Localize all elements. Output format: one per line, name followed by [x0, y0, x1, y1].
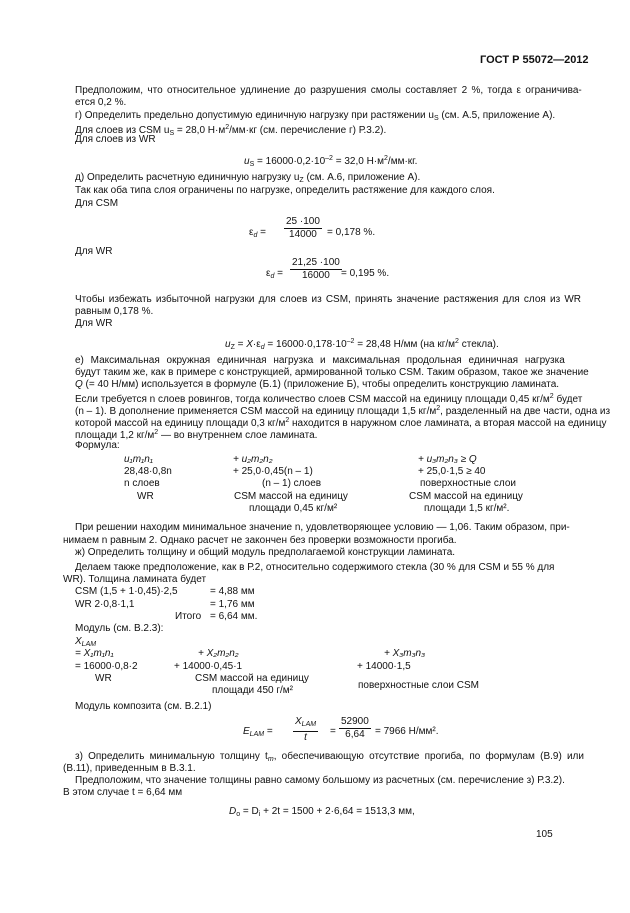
elam-x-sym: X — [295, 716, 302, 727]
ftable-r1-c2: + u₂m₂n₂ — [233, 454, 273, 465]
us-tail: /мм·кг. — [387, 156, 418, 167]
wr-label-2: Для WR — [75, 246, 113, 257]
ftable-r5-c3: площади 1,5 кг/м². — [424, 503, 510, 514]
ftable-r3-c3: поверхностные слои — [420, 478, 516, 489]
thick-r1-value: = 4,88 мм — [210, 586, 255, 597]
ftable-r2-c2: + 25,0·0,45(n – 1) — [233, 466, 313, 477]
csm-line-sub: S — [169, 130, 175, 137]
elam-fraction-numeric — [339, 716, 371, 741]
step-z-b: , обеспечивающую отсутствие прогиба, по формулам (В.9) или — [273, 751, 584, 762]
layers-line-2-b: , разделенный на две части, одна из — [440, 406, 611, 417]
elam-fraction-symbolic-denominator: t — [304, 732, 307, 743]
elam-sub: LAM — [249, 731, 265, 738]
uz-formula: $u_Z = X\cdot\varepsilon_d = 16000\cdot 0,178\cdot 10^{-2} = 28,48$ Н/мм (на $кг/м^2$ стекла). — [225, 338, 499, 351]
fraction-wr-denominator: 16000 — [302, 270, 330, 281]
us-exp: –2 — [325, 155, 333, 162]
mtable-r1-c2: + X₂m₂n₂ — [198, 648, 239, 659]
csm-line-c: /мм·кг (см. перечисление г) Р.3.2). — [229, 125, 387, 136]
fraction-wr-numerator: 21,25 ·100 — [292, 257, 340, 268]
wr-label-1: Для слоев из WR — [75, 134, 156, 145]
fraction-csm — [284, 216, 322, 241]
step-d-sub: Z — [299, 177, 304, 184]
mtable-r2-c2: + 14000·0,45·1 — [174, 661, 243, 672]
step-e-line-3-text: (= 40 Н/мм) используется в формуле (Б.1) (приложение Б), чтобы определить конструкцию ламината. — [82, 379, 560, 390]
fraction-wr — [290, 257, 342, 282]
paragraph-text: Предположим, что относительное удлинение до разрушения смолы составляет 2 %, тогда ε ограничива- — [75, 85, 582, 96]
ftable-r2-c1: 28,48·0,8n — [124, 466, 172, 477]
q-symbol: Q — [75, 379, 83, 390]
paragraph-elongation-cont: ется 0,2 %. — [75, 97, 127, 108]
step-e-line-1: е) Максимальная окружная единичная нагрузка и максимальная продольная единичная нагрузка — [75, 355, 565, 366]
solution-line-1: При решении находим минимальное значение n, удовлетворяющее условию — 1,06. Таким образом, при- — [75, 522, 570, 533]
elam-fraction-numeric-denominator: 6,64 — [345, 729, 365, 740]
mtable-r3-c1: WR — [95, 673, 112, 684]
solution-line-2: нимаем n равным 2. Однако расчет не закончен без проверки возможности прогиба. — [63, 535, 457, 546]
layers-line-2-a: (n – 1). В дополнение применяется CSM массой на единицу площади 1,5 кг/м — [75, 406, 437, 417]
wr-label-3: Для WR — [75, 318, 113, 329]
layers-line-1-a: Если требуется n слоев ровингов, тогда количество слоев CSM массой на единицу площади 0,45 кг/м — [75, 394, 550, 405]
elam-x-sub: LAM — [301, 721, 317, 728]
paragraph-elongation — [75, 85, 582, 97]
ftable-r3-c1: n слоев — [124, 478, 160, 489]
mtable-r4-c2: площади 450 г/м² — [212, 685, 294, 696]
elam-result: = 7966 Н/мм². — [375, 726, 439, 737]
assume-line-1: Делаем также предположение, как в Р.2, относительно содержимого стекла (30 % для CSM и 55 % для — [75, 562, 555, 573]
step-zh: ж) Определить толщину и общий модуль предполагаемой конструкции ламината. — [75, 547, 456, 558]
modulus-label: Модуль (см. В.2.3): — [75, 623, 164, 634]
step-z-line-2: (В.11), приведенным в В.3.1. — [63, 763, 196, 774]
mtable-r1-c3: + X₃m₃n₃ — [384, 648, 426, 659]
mtable-r2-c1: = 16000·0,8·2 — [75, 661, 138, 672]
do-formula: $D_o = D_i + 2t = 1500 + 2\cdot 6,64 = 1513,3$ мм, — [229, 806, 415, 818]
thick-r3-value: = 6,64 мм. — [210, 611, 258, 622]
ftable-r4-c2: CSM массой на единицу — [234, 491, 348, 502]
csm-line-b: = 28,0 Н·м — [174, 125, 226, 136]
ftable-r4-c3: CSM массой на единицу — [409, 491, 523, 502]
csm-line-a: Для слоев из CSM u — [75, 125, 170, 136]
ftable-r5-c2: площади 0,45 кг/м² — [249, 503, 338, 514]
layers-line-3-b: находится в наружном слое ламината, а вторая массой на единицу — [289, 418, 607, 429]
x-lam-sub: LAM — [81, 641, 97, 648]
step-g-sub: S — [433, 115, 439, 122]
uz-exp: –2 — [346, 338, 355, 345]
step-g-b: (см. А.5, приложение А). — [438, 110, 556, 121]
formula-label: Формула: — [75, 440, 120, 451]
thick-r2-label: WR 2·0,8·1,1 — [75, 599, 135, 610]
step-z-sub: m — [267, 756, 274, 763]
step-d-a: д) Определить расчетную единичную нагрузку u — [75, 172, 300, 183]
fraction-csm-numerator: 25 ·100 — [286, 216, 320, 227]
avoid-overload-text-cont: равным 0,178 %. — [75, 306, 154, 317]
thick-r1-label: CSM (1,5 + 1·0,45)·2,5 — [75, 586, 178, 597]
avoid-overload-text: Чтобы избежать избыточной нагрузки для слоев из CSM, принять значение растяжения для слоя из WR — [75, 294, 581, 305]
ftable-r2-c3: + 25,0·1,5 ≥ 40 — [418, 466, 486, 477]
both-layers-text: Так как оба типа слоя ограничены по нагрузке, определить растяжение для каждого слоя. — [75, 185, 495, 196]
layers-line-2: (n – 1). В дополнение применяется CSM массой на единицу площади 1,5 $кг/м^2$, разделенный на две части, одна из — [75, 405, 611, 417]
thick-r3-label: Итого — [175, 611, 202, 622]
ftable-r4-c1: WR — [137, 491, 154, 502]
csm-label: Для CSM — [75, 198, 119, 209]
elam-fraction-numeric-numerator: 52900 — [341, 716, 369, 727]
step-e-line-3 — [75, 379, 559, 391]
ftable-r3-c2: (n – 1) слоев — [262, 478, 322, 489]
fraction-csm-denominator: 14000 — [289, 229, 317, 240]
layers-line-1: Если требуется n слоев ровингов, тогда количество слоев CSM массой на единицу площади 0,45 $кг/м^2$ будет — [75, 393, 583, 405]
layers-line-1-b: будет — [553, 394, 583, 405]
page-number: 105 — [536, 829, 553, 840]
us-formula: $u_S = 16000\cdot 0,2\cdot 10^{-2} = 32,0$ $Н\cdot м^2/мм\cdot кг$. — [244, 155, 418, 168]
elam-fraction-symbolic-numerator — [293, 716, 318, 732]
elam-lhs — [243, 726, 273, 741]
document-number: ГОСТ Р 55072—2012 — [480, 54, 589, 66]
eps-csm-symbol: $\varepsilon_d$ = — [249, 227, 266, 239]
ftable-r1-c1: u₁m₁n₁ — [124, 454, 153, 465]
thick-r2-value: = 1,76 мм — [210, 599, 255, 610]
elam-fraction-symbolic — [293, 716, 318, 744]
fraction-csm-result: = 0,178 %. — [327, 227, 376, 238]
thickness-assume-2: В этом случае t = 6,64 мм — [63, 787, 183, 798]
mtable-r2-c3: + 14000·1,5 — [357, 661, 411, 672]
uz-rest: = 28,48 Н/мм (на кг/м — [354, 339, 456, 350]
layers-line-4-a: площади 1,2 кг/м — [75, 430, 155, 441]
step-g-a: г) Определить предельно допустимую единичную нагрузку при растяжении u — [75, 110, 434, 121]
csm-layer-line: Для слоев из CSM $u_S = 28,0$ $Н\cdot м^2/мм\cdot кг$ (см. перечисление г) Р.3.2). — [75, 124, 387, 137]
uz-tail: стекла). — [458, 339, 499, 350]
us-formula-a: = 16000·0,2·10 — [257, 156, 326, 167]
layers-line-3-a: которой массой на единицу площади 0,3 кг/м — [75, 418, 286, 429]
step-z-a: з) Определить минимальную толщину t — [75, 751, 268, 762]
elam-eq1: = — [266, 726, 273, 737]
elam-eq2: = — [330, 726, 336, 737]
mtable-r1-c1: = X₁m₁n₁ — [75, 648, 114, 659]
fraction-wr-result: = 0,195 %. — [341, 268, 390, 279]
thickness-assume-1: Предположим, что значение толщины равно самому большому из расчетных (см. перечисление з) Р.3.2). — [75, 775, 565, 786]
assume-line-2: WR). Толщина ламината будет — [63, 574, 207, 585]
composite-label: Модуль композита (см. В.2.1) — [75, 701, 212, 712]
layers-line-3: которой массой на единицу площади 0,3 $кг/м^2$ находится в наружном слое ламината, а вторая массой на единицу — [75, 417, 607, 429]
uz-formula-a: = 16000·0,178·10 — [264, 339, 347, 350]
elam-letter: E — [243, 726, 250, 737]
ftable-r1-c3: + u₃m₂n₃ ≥ Q — [418, 454, 477, 465]
mtable-r3-c3: поверхностные слои CSM — [358, 680, 479, 691]
layers-line-4-b: — во внутреннем слое ламината. — [158, 430, 318, 441]
do-formula-a: = D — [242, 806, 259, 817]
step-e-line-2: будут таким же, как в примере с конструкцией, армированной только CSM. Таким образом, такое же значение — [75, 367, 589, 378]
step-d-tail: (см. А.6, приложение А). — [303, 172, 421, 183]
mtable-r3-c2: CSM массой на единицу — [195, 673, 309, 684]
do-formula-rest: + 2t = 1500 + 2·6,64 = 1513,3 мм, — [260, 806, 415, 817]
x-lam-letter: X — [75, 636, 82, 647]
us-rest: = 32,0 Н·м — [332, 156, 385, 167]
layers-line-4: площади 1,2 $кг/м^2$ — во внутреннем слое ламината. — [75, 429, 318, 441]
eps-wr-symbol: $\varepsilon_d$ = — [266, 268, 283, 280]
